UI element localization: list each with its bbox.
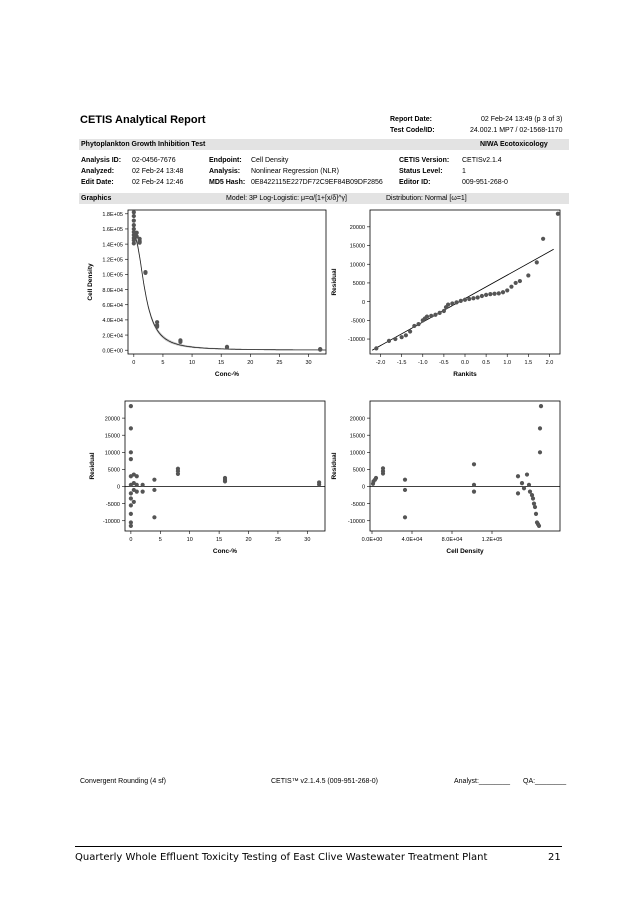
endpoint: Cell Density (251, 157, 289, 164)
data-point (509, 285, 513, 289)
data-point (374, 476, 378, 480)
x-tick-label: 5 (161, 360, 165, 366)
data-point (416, 322, 420, 326)
data-point (132, 241, 136, 245)
analysis: Nonlinear Regression (NLR) (251, 168, 339, 175)
data-point (516, 491, 520, 495)
x-tick-label: -2.0 (375, 360, 386, 366)
y-axis-label: Residual (89, 452, 96, 480)
data-point (317, 482, 321, 486)
x-tick-label: 1.5 (524, 360, 533, 366)
data-point (132, 500, 136, 504)
data-point (129, 404, 133, 408)
data-point (527, 483, 531, 487)
y-tick-label: -5000 (350, 318, 365, 325)
x-tick-label: 15 (218, 360, 225, 366)
data-point (472, 462, 476, 466)
data-point (538, 426, 542, 430)
version: CETISv2.1.4 (462, 157, 502, 164)
report-date-label: Report Date: (390, 116, 433, 123)
y-tick-label: 0.0E+00 (102, 348, 123, 355)
test-code-label: Test Code/ID: (390, 127, 435, 134)
edit-date-label: Edit Date: (81, 179, 114, 186)
data-point (556, 212, 560, 216)
y-tick-label: 15000 (104, 433, 120, 440)
data-point (135, 474, 139, 478)
data-point (467, 297, 471, 301)
x-tick-label: 10 (186, 537, 193, 543)
data-point (538, 450, 542, 454)
data-point (525, 472, 529, 476)
report-date: 02 Feb-24 13:49 (p 3 of 3) (481, 116, 563, 123)
residual-vs-density-chart (326, 393, 571, 565)
x-axis-label: Cell Density (446, 548, 484, 555)
confidence-band (134, 233, 326, 350)
software-version: CETIS™ v2.1.4.5 (009-951-268-0) (271, 778, 378, 785)
data-point (135, 490, 139, 494)
version-label: CETIS Version: (399, 157, 450, 164)
y-tick-label: 5000 (352, 281, 365, 288)
y-tick-label: -5000 (105, 501, 120, 508)
x-tick-label: 25 (274, 537, 282, 543)
data-point (129, 457, 133, 461)
data-point (412, 324, 416, 328)
data-point (152, 515, 156, 519)
y-tick-label: 15000 (349, 243, 365, 250)
y-tick-label: 10000 (349, 262, 365, 269)
data-point (438, 311, 442, 315)
y-tick-label: 10000 (349, 450, 365, 457)
data-point (403, 515, 407, 519)
data-point (143, 271, 147, 275)
report-title: CETIS Analytical Report (80, 114, 206, 126)
y-tick-label: 0 (361, 484, 365, 491)
footer-divider (75, 846, 562, 847)
data-point (518, 279, 522, 283)
qa-signature: QA:________ (523, 778, 567, 785)
data-point (393, 337, 397, 341)
x-tick-label: 0.0 (461, 360, 469, 366)
editor-label: Editor ID: (399, 179, 431, 186)
y-tick-label: -10000 (347, 518, 365, 525)
y-tick-label: 15000 (349, 433, 365, 440)
edit-date: 02 Feb-24 12:46 (132, 179, 184, 186)
data-point (446, 303, 450, 307)
data-point (520, 481, 524, 485)
analysis-id: 02-0456-7676 (132, 157, 176, 164)
data-point (129, 426, 133, 430)
y-tick-label: 5000 (107, 467, 120, 474)
x-tick-label: 1.2E+05 (481, 537, 503, 543)
analysis-id-label: Analysis ID: (81, 157, 122, 164)
status: 1 (462, 168, 466, 175)
data-point (135, 483, 139, 487)
cell-density-vs-conc-chart (80, 205, 330, 385)
x-tick-label: 30 (305, 360, 312, 366)
data-point (404, 333, 408, 337)
y-tick-label: 10000 (104, 450, 120, 457)
x-tick-label: 0.5 (482, 360, 490, 366)
data-point (381, 466, 385, 470)
plot-frame (125, 401, 325, 531)
data-point (129, 450, 133, 454)
y-axis-label: Residual (331, 452, 338, 480)
y-tick-label: 1.0E+05 (102, 272, 123, 279)
data-point (403, 478, 407, 482)
plot-frame (370, 401, 560, 531)
y-tick-label: 5000 (352, 467, 365, 474)
data-point (534, 512, 538, 516)
data-point (152, 478, 156, 482)
data-point (403, 488, 407, 492)
y-tick-label: 1.4E+05 (102, 242, 123, 249)
page-number: 21 (548, 852, 561, 863)
endpoint-label: Endpoint: (209, 157, 242, 164)
data-point (533, 505, 537, 509)
x-tick-label: -0.5 (439, 360, 449, 366)
x-axis-label: Conc-% (212, 548, 238, 555)
y-tick-label: 20000 (104, 416, 120, 423)
graphics-label: Graphics (81, 195, 112, 202)
data-point (433, 313, 437, 317)
data-point (129, 524, 133, 528)
y-tick-label: 0 (361, 299, 365, 306)
data-point (505, 288, 509, 292)
y-tick-label: -10000 (102, 518, 120, 525)
fitted-curve (134, 237, 326, 351)
data-point (476, 295, 480, 299)
y-tick-label: 0 (116, 484, 120, 491)
model-text: Model: 3P Log-Logistic: μ=α/[1+[x/δ]^γ] (226, 195, 347, 202)
y-tick-label: 1.2E+05 (102, 257, 123, 264)
data-point (531, 496, 535, 500)
analyzed-label: Analyzed: (81, 168, 115, 175)
data-point (387, 339, 391, 343)
data-point (132, 214, 136, 218)
data-point (176, 472, 180, 476)
data-point (223, 479, 227, 483)
y-tick-label: 20000 (349, 225, 365, 232)
data-point (129, 512, 133, 516)
data-point (132, 210, 136, 214)
data-point (141, 490, 145, 494)
data-point (492, 292, 496, 296)
x-axis-label: Conc-% (214, 371, 240, 378)
x-tick-label: 20 (245, 537, 252, 543)
data-point (450, 301, 454, 305)
data-point (459, 299, 463, 303)
data-point (516, 474, 520, 478)
x-axis-label: Rankits (453, 371, 477, 378)
x-tick-label: 30 (304, 537, 311, 543)
data-point (132, 219, 136, 223)
x-tick-label: 0 (132, 360, 136, 366)
x-tick-label: 8.0E+04 (441, 537, 463, 543)
x-tick-label: 15 (216, 537, 223, 543)
data-point (141, 483, 145, 487)
y-tick-label: 2.0E+04 (102, 333, 123, 340)
residual-vs-conc-chart (80, 393, 330, 565)
qq-residual-chart (326, 205, 571, 385)
data-point (129, 491, 133, 495)
x-tick-label: 1.0 (503, 360, 512, 366)
y-tick-label: 8.0E+04 (102, 287, 123, 294)
data-point (129, 503, 133, 507)
data-point (497, 291, 501, 295)
data-point (178, 340, 182, 344)
y-tick-label: 1.8E+05 (102, 211, 123, 218)
x-tick-label: 25 (276, 360, 283, 366)
data-point (425, 314, 429, 318)
x-tick-label: -1.0 (418, 360, 428, 366)
data-point (472, 483, 476, 487)
data-point (374, 346, 378, 350)
y-tick-label: -10000 (347, 337, 365, 344)
status-label: Status Level: (399, 168, 443, 175)
rounding-note: Convergent Rounding (4 sf) (80, 778, 166, 785)
data-point (501, 290, 505, 294)
analyzed: 02 Feb-24 13:48 (132, 168, 184, 175)
data-point (471, 296, 475, 300)
data-point (429, 314, 433, 318)
x-tick-label: -1.5 (396, 360, 407, 366)
analysis-label: Analysis: (209, 168, 241, 175)
data-point (541, 237, 545, 241)
data-point (135, 231, 139, 235)
data-point (539, 404, 543, 408)
md5: 0E8422115E227DF72C9EF84B09DF2856 (251, 179, 383, 186)
data-point (152, 488, 156, 492)
reference-line (372, 249, 554, 350)
x-tick-label: 0 (129, 537, 133, 543)
data-point (400, 335, 404, 339)
data-point (463, 298, 467, 302)
editor: 009-951-268-0 (462, 179, 508, 186)
data-point (129, 496, 133, 500)
test-name: Phytoplankton Growth Inhibition Test (81, 141, 206, 148)
data-point (535, 260, 539, 264)
x-tick-label: 5 (158, 537, 162, 543)
y-tick-label: 20000 (349, 416, 365, 423)
x-tick-label: 2.0 (545, 360, 554, 366)
x-tick-label: 20 (247, 360, 254, 366)
x-tick-label: 0.0E+00 (361, 537, 383, 543)
data-point (225, 345, 229, 349)
y-tick-label: -5000 (350, 501, 365, 508)
data-point (132, 223, 136, 227)
x-tick-label: 10 (188, 360, 196, 366)
data-point (408, 329, 412, 333)
data-point (484, 293, 488, 297)
md5-label: MD5 Hash: (209, 179, 246, 186)
y-axis-label: Residual (331, 268, 338, 296)
data-point (514, 281, 518, 285)
data-point (472, 490, 476, 494)
data-point (155, 325, 159, 329)
data-point (537, 524, 541, 528)
page-title: Quarterly Whole Effluent Toxicity Testing of East Clive Wastewater Treatment Plant (75, 852, 488, 863)
data-point (488, 292, 492, 296)
data-point (318, 348, 322, 352)
distribution-text: Distribution: Normal [ω=1] (386, 195, 467, 202)
data-point (480, 294, 484, 298)
y-axis-label: Cell Density (87, 263, 94, 301)
plot-frame (370, 210, 560, 354)
data-point (442, 309, 446, 313)
analyst-signature: Analyst:________ (454, 778, 511, 785)
data-point (526, 273, 530, 277)
test-code: 24.002.1 MP7 / 02-1568-1170 (470, 127, 563, 134)
data-point (138, 240, 142, 244)
organization: NIWA Ecotoxicology (480, 141, 548, 148)
y-tick-label: 1.6E+05 (102, 227, 123, 234)
x-tick-label: 4.0E+04 (401, 537, 423, 543)
y-tick-label: 6.0E+04 (102, 302, 123, 309)
data-point (522, 486, 526, 490)
data-point (454, 300, 458, 304)
y-tick-label: 4.0E+04 (102, 318, 123, 325)
